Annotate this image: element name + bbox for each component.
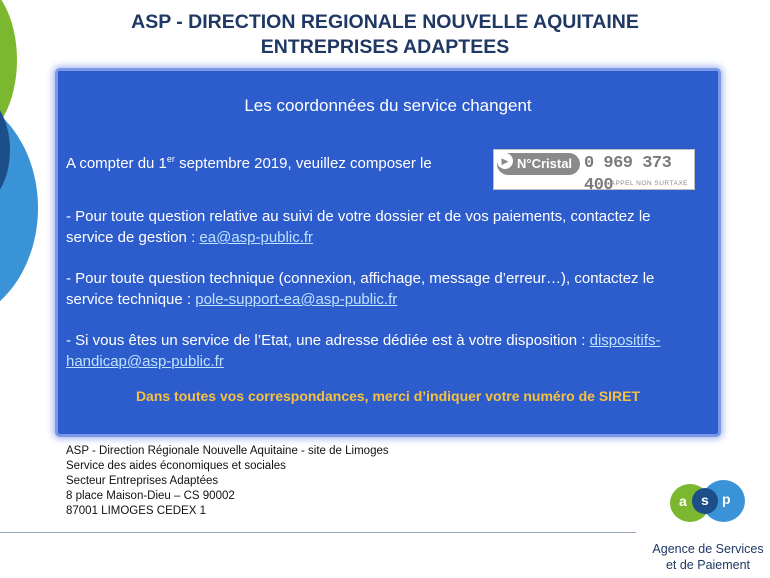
play-icon: ▶ <box>497 153 513 169</box>
logo-letter-p: p <box>722 491 731 507</box>
state-email-link[interactable]: dispositifs-handicap@asp-public.fr <box>66 332 661 370</box>
phone-number: 0 969 373 400 <box>584 154 672 195</box>
state-question-text: - Si vous êtes un service de l’Etat, une adresse dédiée est à votre disposition : <box>66 332 590 349</box>
agency-name <box>648 541 768 573</box>
technical-question-text: - Pour toute question technique (connexion, affichage, message d’erreur…), contactez le service technique : <box>66 270 655 308</box>
phone-number-badge <box>493 149 695 195</box>
address-line-3: Secteur Entreprises Adaptées <box>66 475 219 487</box>
address-line-1: ASP - Direction Régionale Nouvelle Aquitaine - site de Limoges <box>66 445 389 457</box>
address-line-2: Service des aides économiques et sociales <box>66 460 286 472</box>
date-suffix: septembre 2019, veuillez composer le <box>174 155 432 172</box>
notice-panel <box>55 68 721 437</box>
state-question <box>66 330 666 372</box>
cristal-brand: N°Cristal <box>497 153 580 175</box>
notice-subtitle: Les coordonnées du service changent <box>244 96 532 115</box>
decorative-circles <box>0 0 60 578</box>
technical-question <box>66 268 666 310</box>
siret-notice: Dans toutes vos correspondances, merci d’indiquer votre numéro de SIRET <box>135 388 641 404</box>
logo-letter-a: a <box>679 493 687 509</box>
logo-letter-s: s <box>701 492 709 508</box>
agency-line-1: Agence de Services <box>652 542 764 556</box>
agency-line-2: et de Paiement <box>665 558 751 572</box>
technical-email-link[interactable]: pole-support-ea@asp-public.fr <box>195 291 398 308</box>
address-line-5: 87001 LIMOGES CEDEX 1 <box>66 505 206 517</box>
address-line-4: 8 place Maison-Dieu – CS 90002 <box>66 490 235 502</box>
title-line-2: ENTREPRISES ADAPTEES <box>260 36 510 58</box>
date-superscript: er <box>166 154 175 164</box>
date-prefix: A compter du 1 <box>66 155 167 172</box>
phone-note: APPEL NON SURTAXE <box>610 180 688 187</box>
title-line-1: ASP - DIRECTION REGIONALE NOUVELLE AQUITAINE <box>131 11 639 33</box>
footer-divider <box>0 532 636 533</box>
postal-address <box>66 444 389 519</box>
management-email-link[interactable]: ea@asp-public.fr <box>199 229 314 246</box>
asp-logo <box>670 480 745 522</box>
management-question-text: - Pour toute question relative au suivi de votre dossier et de vos paiements, contactez le service de gestion : <box>66 208 651 246</box>
page-title <box>60 10 710 60</box>
management-question <box>66 206 666 248</box>
